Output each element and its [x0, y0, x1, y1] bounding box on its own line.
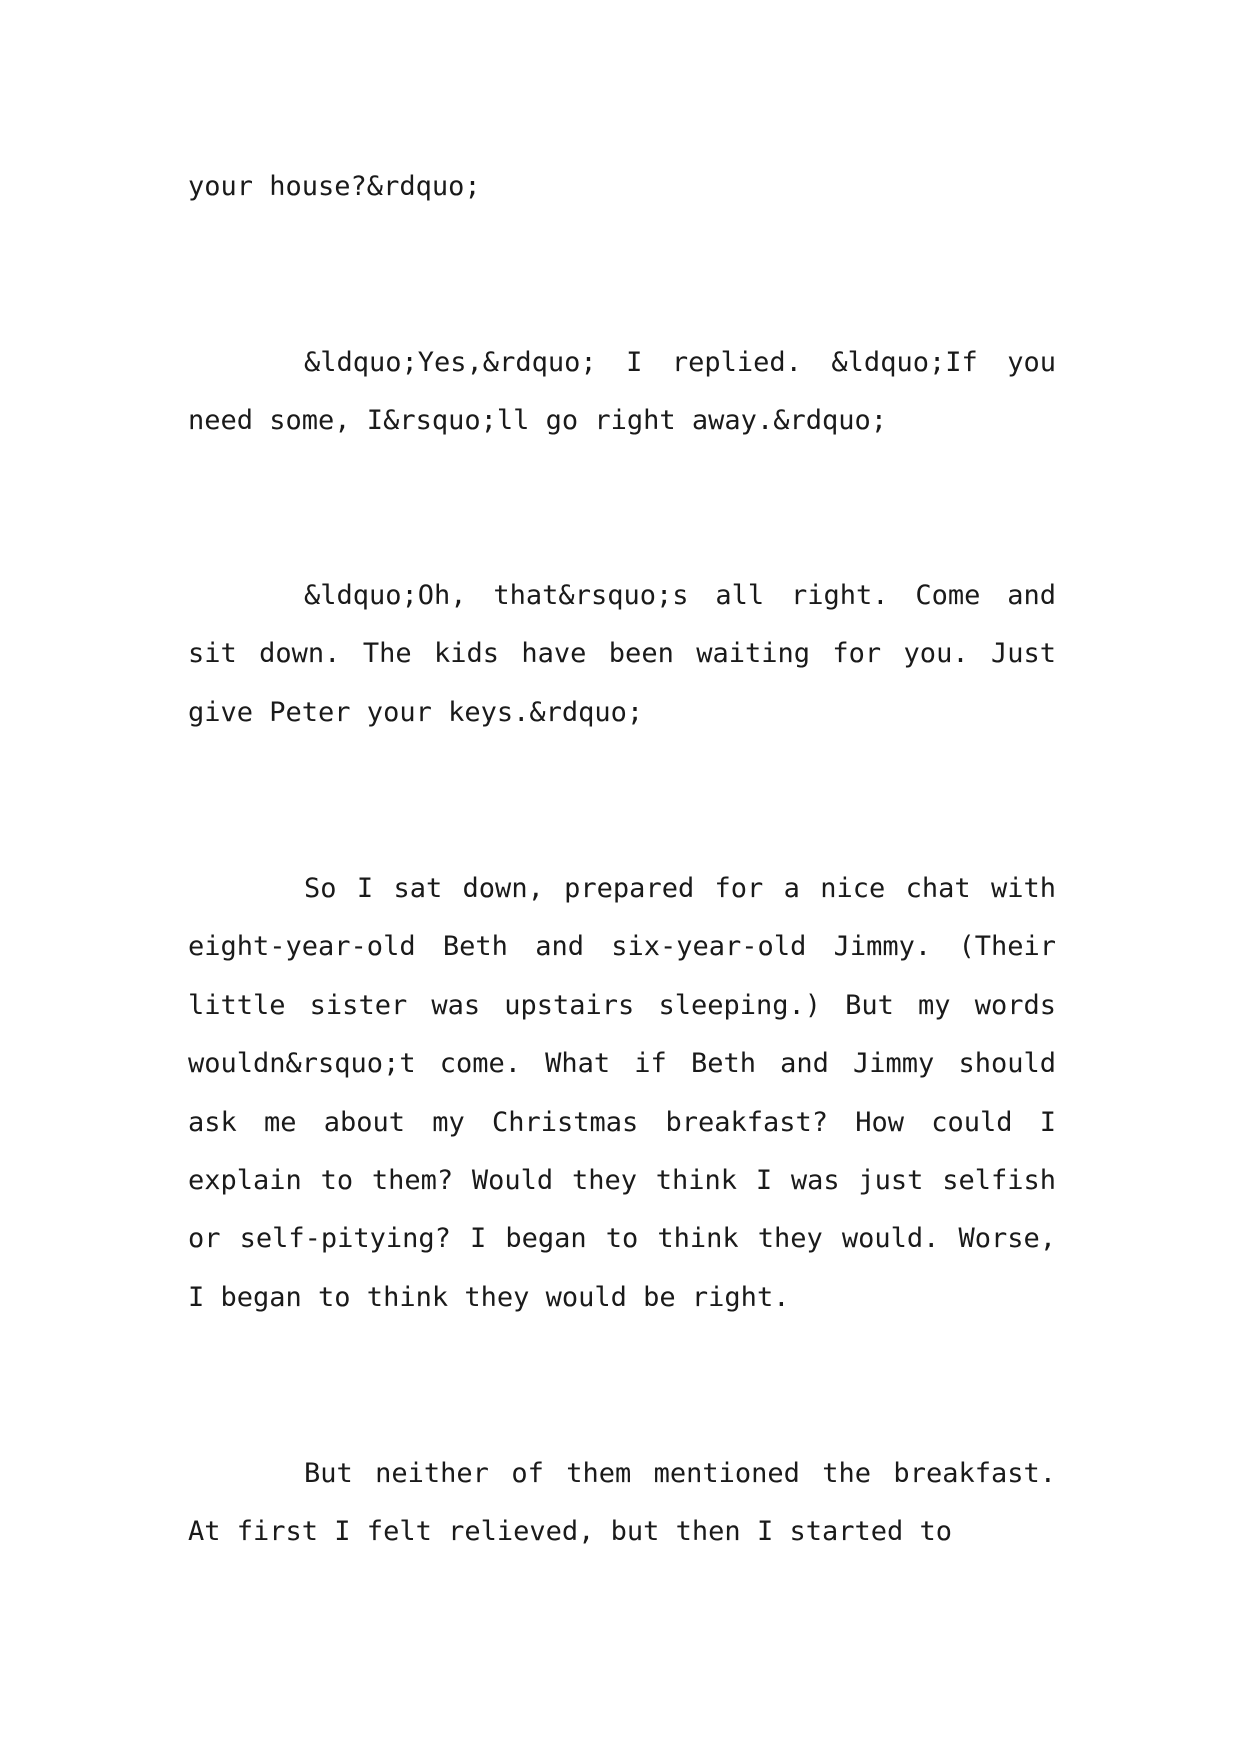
paragraph-continuation: your house?&rdquo; [188, 171, 481, 202]
paragraph-reply: &ldquo;Yes,&rdquo; I replied. &ldquo;If you need some, I&rsquo;ll go right away.&rdquo; [188, 347, 1056, 437]
paragraph-sat-down: So I sat down, prepared for a nice chat with eight-year-old Beth and six-year-old Jimmy. (Their little sister was upstairs sleeping.) But my words wouldn&rsquo;t come. What if Beth and Jimmy should ask me about my Christmas breakfast? How could I explain to them? Would they think I was just selfish or self-pitying? I began to think they would. Worse, I began to think they would be right. [188, 873, 1056, 1313]
paragraph-invitation: &ldquo;Oh, that&rsquo;s all right. Come and sit down. The kids have been waiting for you. Just give Peter your keys.&rdquo; [188, 580, 1056, 728]
paragraph-breakfast: But neither of them mentioned the breakfast. At first I felt relieved, but then I started to [188, 1458, 1056, 1548]
